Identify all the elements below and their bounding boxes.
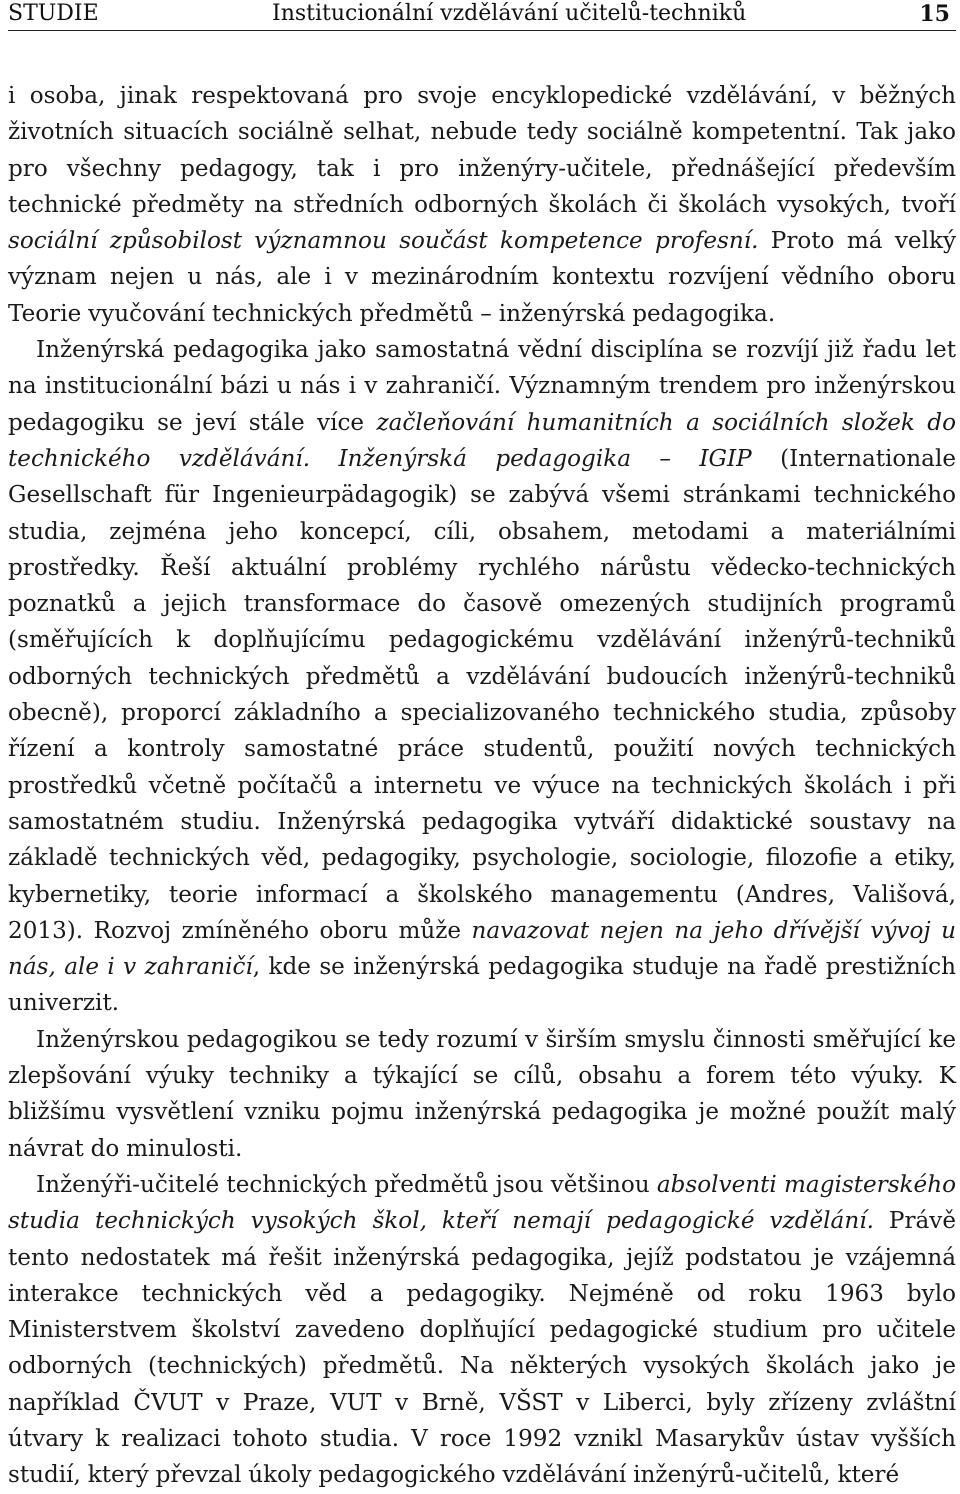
paragraph-text: , kde se inženýrská pedagogika studuje na řadě prestižních univerzit.	[8, 954, 956, 1017]
paragraph-text: (Internationale Gesellschaft für Ingenieurpädagogik) se zabývá všemi stránkami technického studia, zejména jeho koncepcí, cíli, obsahem, metodami a materiálními prostředky. Řeší aktuální problémy rychlého nárůstu vědecko-technických poznatků a jejich transformace do časově omezených studijních programů (směřujících k doplňujícímu pedagogickému vzdělávání inženýrů-techniků odborných technických předmětů a vzdělávání budoucích inženýrů-techniků obecně), proporcí základního a specializovaného technického studia, způsoby řízení a kontroly samostatné práce studentů, použití nových technických prostředků včetně počítačů a internetu ve výuce na technických školách i při samostatném studiu. Inženýrská pedagogika vytváří didaktické soustavy na základě technických věd, pedagogiky, psychologie, sociologie, filozofie a etiky, kybernetiky, teorie informací a školského managementu (Andres, Vališová, 2013). Rozvoj zmíněného oboru může	[8, 445, 956, 944]
emphasis-text: absolventi magisterského studia technických vysokých škol, kteří nemají pedagogické vzdělání.	[8, 1171, 956, 1235]
paragraph-4	[8, 1167, 956, 1494]
paragraph-text: Inženýři-učitelé technických předmětů jsou většinou	[36, 1171, 657, 1198]
paragraph-text: Inženýrskou pedagogikou se tedy rozumí v širším smyslu činnosti směřující ke zlepšování výuky techniky a týkající se cílů, obsahu a forem této výuky. K bližšímu vysvětlení vzniku pojmu inženýrská pedagogika je možné použít malý návrat do minulosti.	[8, 1026, 956, 1162]
paragraph-text: Proto má velký význam nejen u nás, ale i v mezinárodním kontextu rozvíjení vědního oboru Teorie vyučování technických předmětů – inženýrská pedagogika.	[8, 228, 956, 327]
paragraph-1	[8, 78, 956, 332]
emphasis-text: Inženýrská pedagogika – IGIP	[338, 445, 752, 472]
paragraph-2	[8, 332, 956, 1022]
paragraph-text: i osoba, jinak respektovaná pro svoje encyklopedické vzdělávání, v běžných životních situacích sociálně selhat, nebude tedy sociálně kompetentní. Tak jako pro všechny pedagogy, tak i pro inženýry-učitele, přednášející především technické předměty na středních odborných školách či školách vysokých, tvoří	[8, 83, 956, 218]
body-text	[8, 78, 956, 1494]
emphasis-text: začleňování humanitních a sociálních složek do technického vzdělávání.	[8, 409, 956, 472]
page-number: 15	[919, 1, 950, 27]
paragraph-text: Inženýrská pedagogika jako samostatná vědní disciplína se rozvíjí již řadu let na institucionální bázi u nás i v zahraničí. Významným trendem pro inženýrskou pedagogiku se jeví stále více	[8, 337, 956, 436]
emphasis-text: navazovat nejen na jeho dřívější vývoj u nás, ale i v zahraničí	[8, 917, 956, 981]
running-header	[8, 0, 956, 31]
paragraph-3	[8, 1022, 956, 1167]
header-title: Institucionální vzdělávání učitelů-techniků	[272, 1, 747, 26]
paragraph-text: Právě tento nedostatek má řešit inženýrská pedagogika, jejíž podstatou je vzájemná interakce technických věd a pedagogiky. Nejméně od roku 1963 bylo Ministerstvem školství zavedeno doplňující pedagogické studium pro učitele odborných (technických) předmětů. Na některých vysokých školách jako je například ČVUT v Praze, VUT v Brně, VŠST v Liberci, byly zřízeny zvláštní útvary k realizaci tohoto studia. V roce 1992 vznikl Masarykův ústav vyšších studií, který převzal úkoly pedagogického vzdělávání inženýrů-učitelů, které	[8, 1208, 956, 1489]
emphasis-text: sociální způsobilost významnou součást kompetence profesní.	[8, 228, 759, 255]
header-section: STUDIE	[8, 1, 99, 26]
paragraph-text	[310, 446, 338, 472]
